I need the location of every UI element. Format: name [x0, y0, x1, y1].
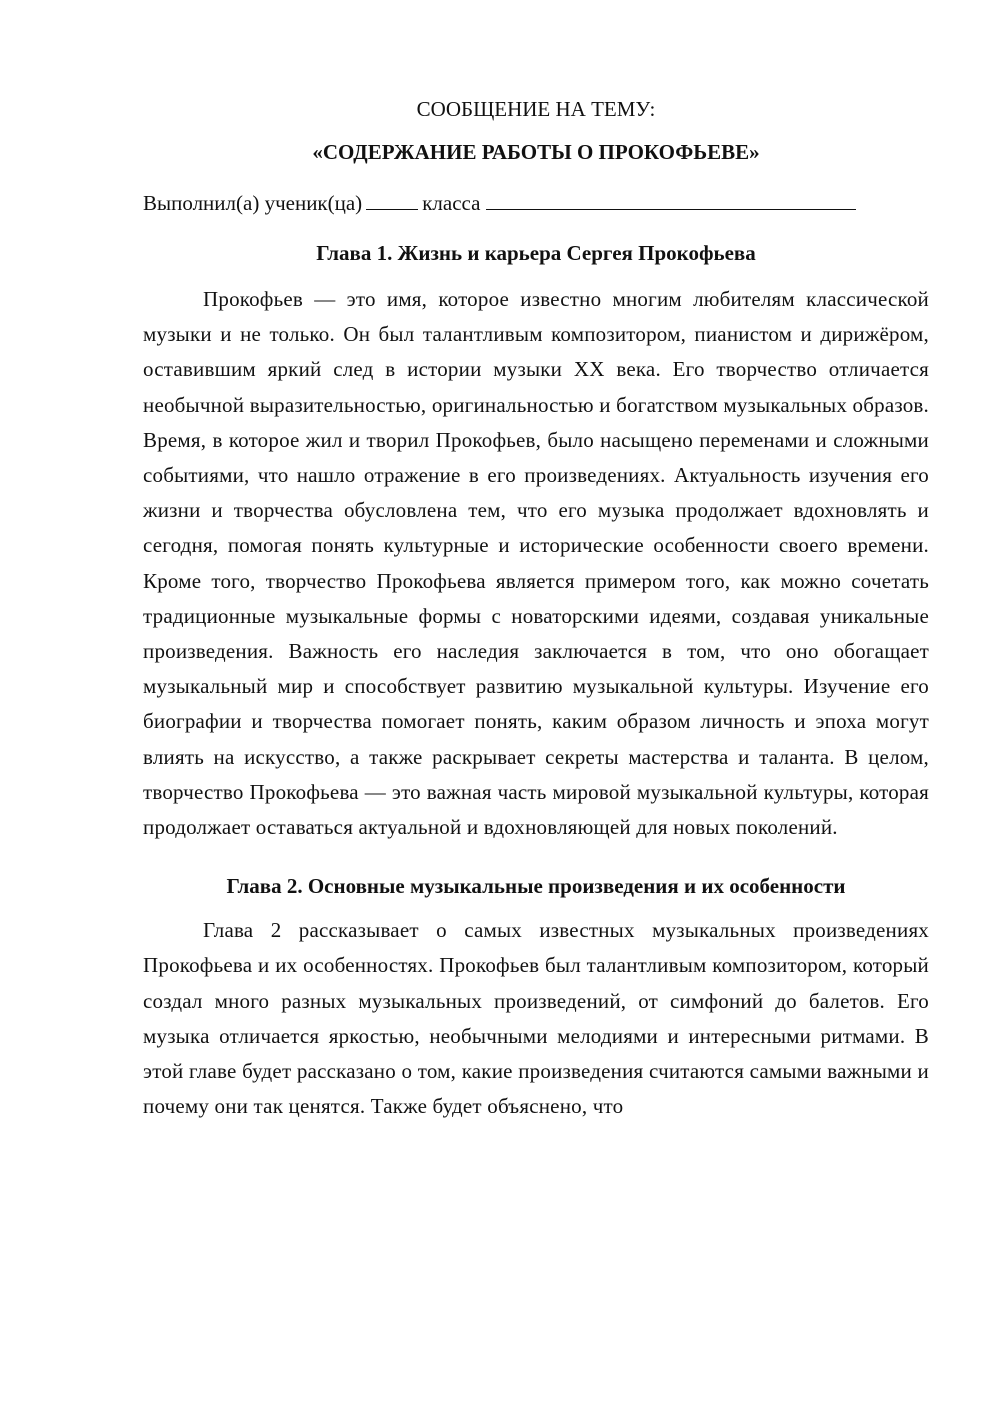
name-blank	[486, 189, 856, 210]
chapter-2-heading: Глава 2. Основные музыкальные произведения и их особенности	[226, 874, 846, 899]
chapter-1-heading: Глава 1. Жизнь и карьера Сергея Прокофьева	[316, 241, 756, 265]
author-label: Выполнил(а) ученик(ца)	[143, 191, 363, 215]
chapter-2-paragraph: Глава 2 рассказывает о самых известных музыкальных произведениях Прокофьева и их особенностях. Прокофьев был талантливым композитором, который создал много разных музыкальных произведений, от симфоний до балетов. Его музыка отличается яркостью, необычными мелодиями и интересными ритмами. В этой главе будет рассказано о том, какие произведения считаются самыми важными и почему они так ценятся. Также будет объяснено, что	[143, 918, 929, 1119]
document-title-line-1: СООБЩЕНИЕ НА ТЕМУ:	[416, 97, 656, 121]
class-label: класса	[422, 191, 481, 215]
document-title-topic: «СОДЕРЖАНИЕ РАБОТЫ О ПРОКОФЬЕВЕ»	[312, 140, 760, 164]
grade-blank	[366, 189, 418, 210]
chapter-1-paragraph: Прокофьев — это имя, которое известно многим любителям классической музыки и не только. Он был талантливым композитором, пианистом и дирижёром, оставившим яркий след в истории музыки XX века. Его творчество отличается необычной выразительностью, оригинальностью и богатством музыкальных образов. Время, в которое жил и творил Прокофьев, было насыщено переменами и сложными событиями, что нашло отражение в его произведениях. Актуальность изучения его жизни и творчества обусловлена тем, что его музыка продолжает вдохновлять и сегодня, помогая понять культурные и исторические особенности своего времени. Кроме того, творчество Прокофьева является примером того, как можно сочетать традиционные музыкальные формы с новаторскими идеями, создавая уникальные произведения. Важность его наследия заключается в том, что оно обогащает музыкальный мир и способствует развитию музыкальной культуры. Изучение его биографии и творчества помогает понять, каким образом личность и эпоха могут влиять на искусство, а также раскрывает секреты мастерства и таланта. В целом, творчество Прокофьева — это важная часть мировой музыкальной культуры, которая продолжает оставаться актуальной и вдохновляющей для новых поколений.	[143, 287, 929, 840]
author-line	[143, 188, 929, 218]
document-page	[143, 88, 929, 1124]
